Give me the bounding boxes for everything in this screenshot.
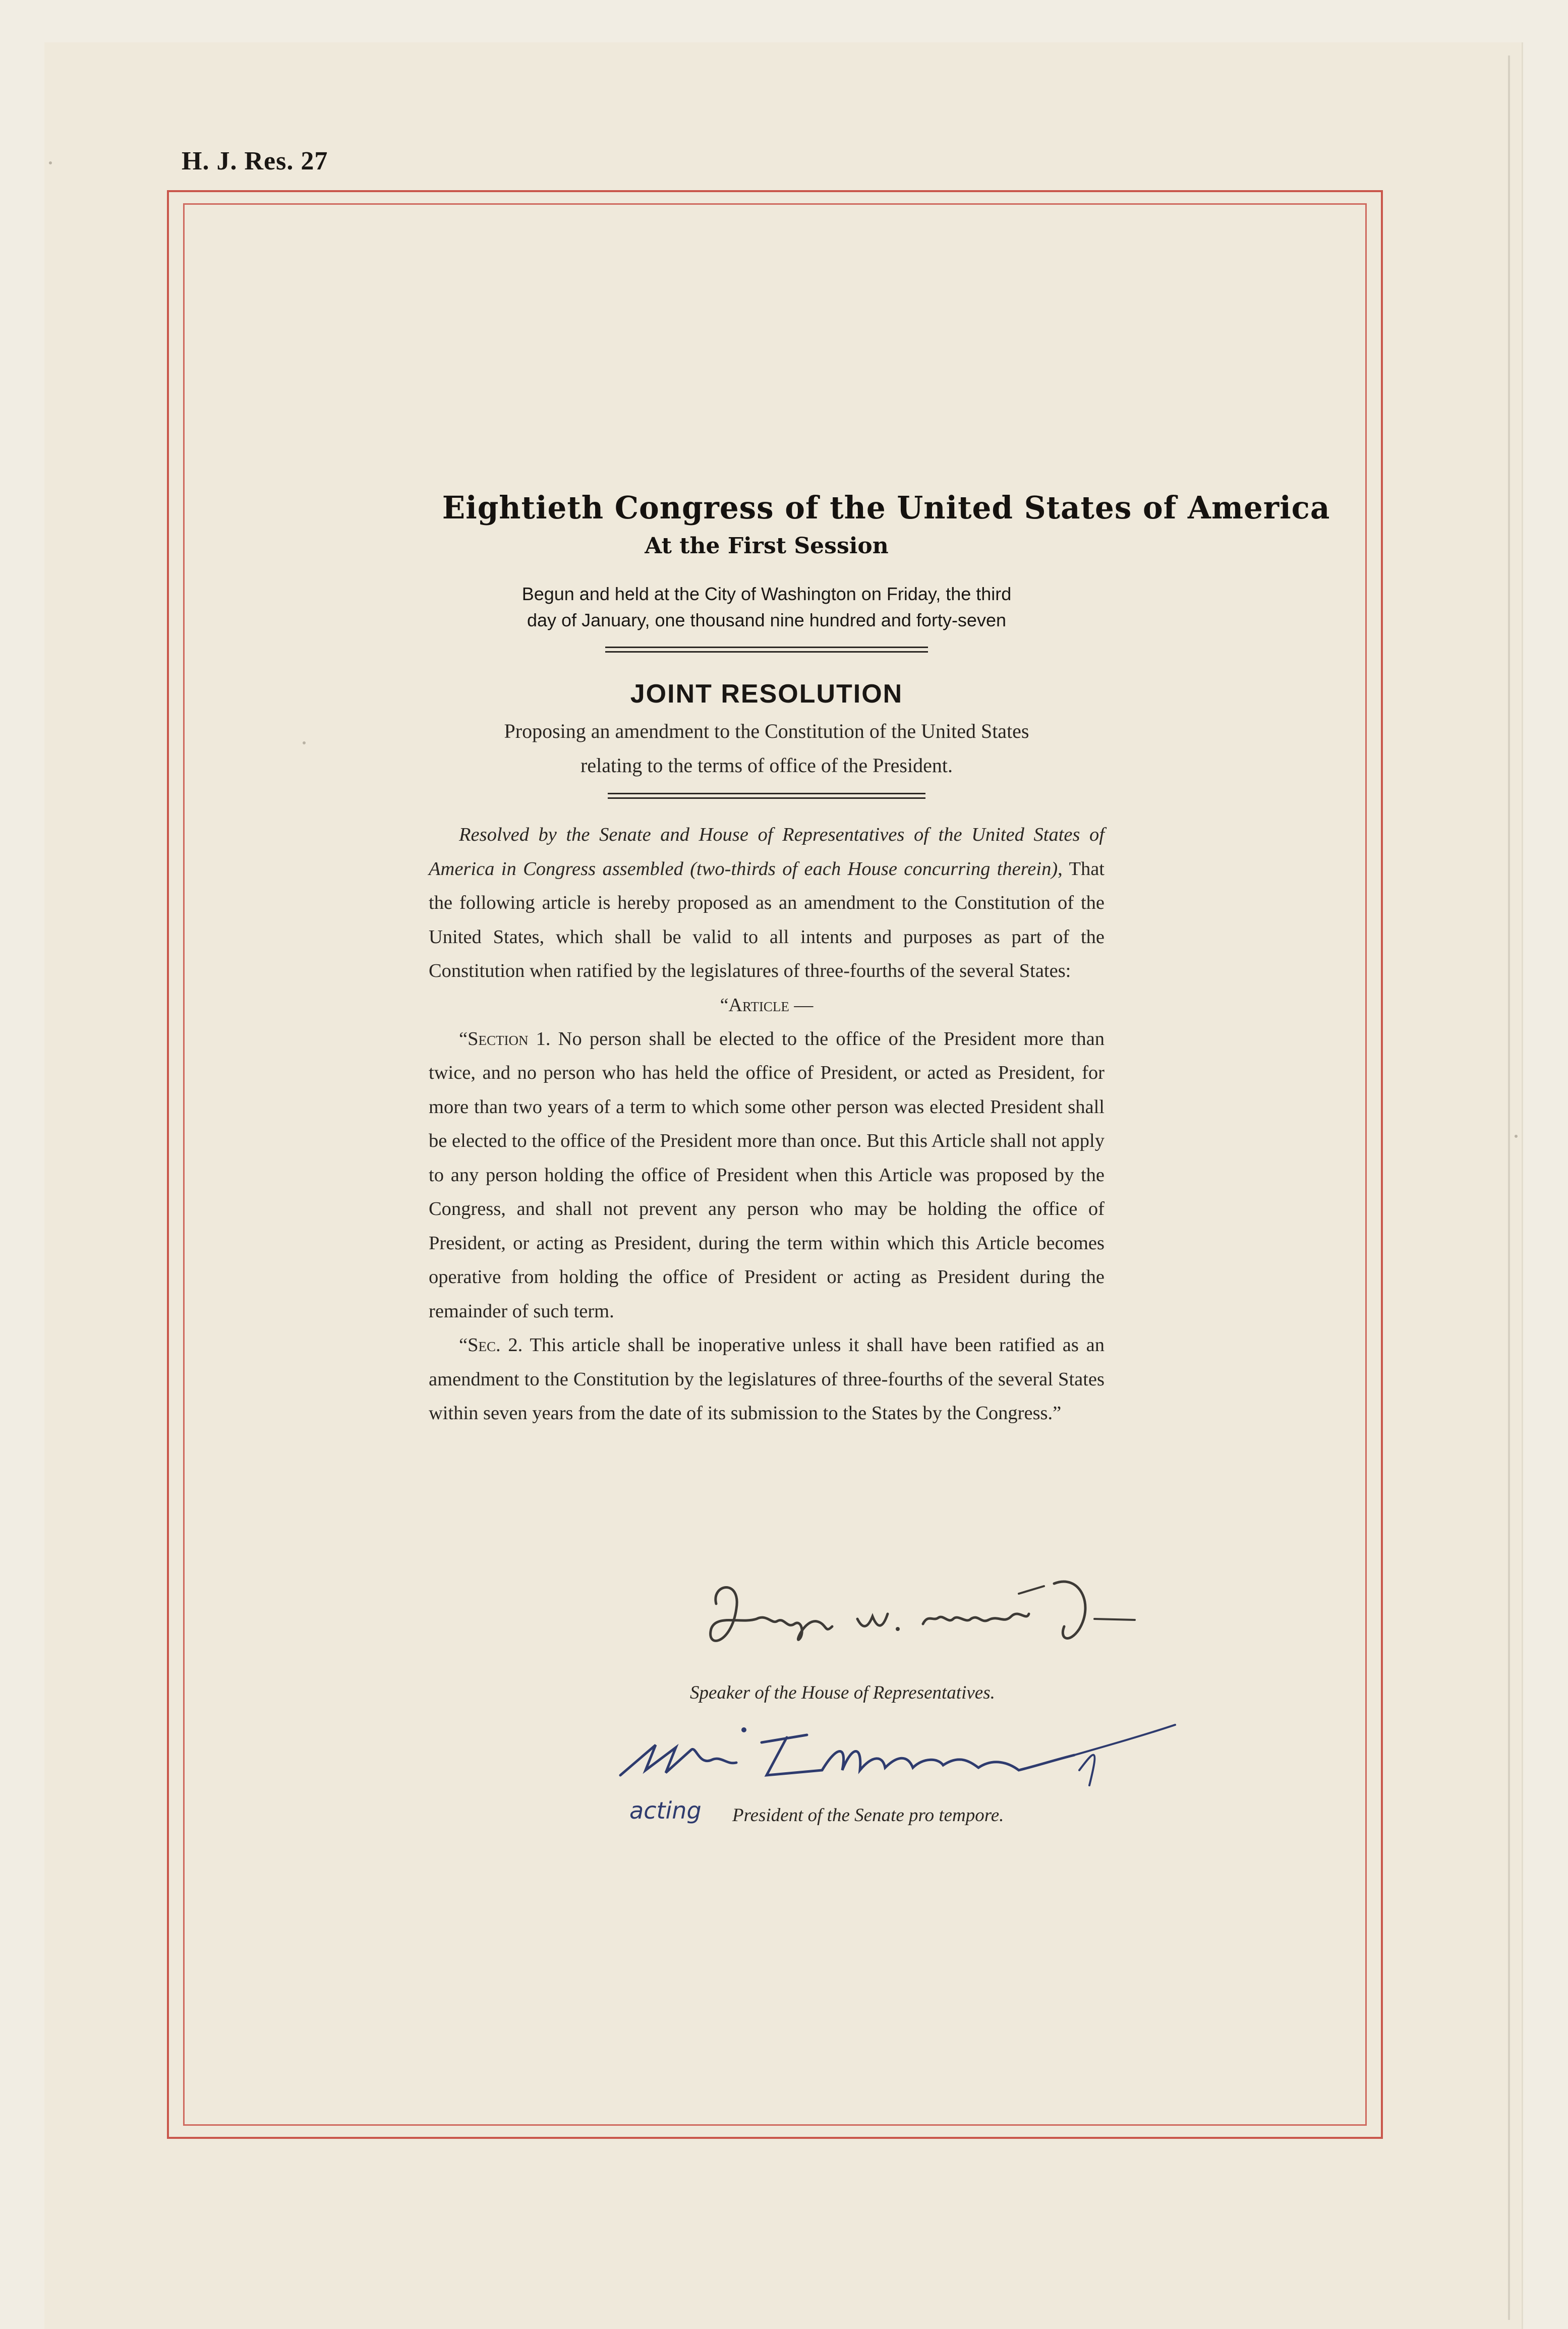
session-dates-line-1: Begun and held at the City of Washington on Friday, the third — [521, 584, 1012, 604]
resolving-clause-italic: Resolved by the Senate and House of Representatives of the United States of America in Congress assembled (two-thirds of each House concurring therein) — [429, 824, 1105, 880]
resolution-purpose — [429, 714, 1105, 783]
senate-signature — [610, 1715, 1190, 1806]
joint-resolution-heading: JOINT RESOLUTION — [630, 679, 903, 709]
resolution-content — [429, 489, 1330, 1431]
session-dates-line-2: day of January, one thousand nine hundred and forty-seven — [527, 610, 1006, 630]
resolving-clause-text: , That the following article is hereby proposed as an amendment to the Constitution of the United States, which shall be valid to all intents and purposes as part of the Constitution when ratified by the legislatures of three-fourths of the several States: — [429, 858, 1105, 981]
senate-title: President of the Senate pro tempore. — [732, 1805, 1004, 1826]
section-2-text: This article shall be inoperative unless it shall have been ratified as an amendment to the Constitution by the legislatures of three-fourths of the several States within seven years from the date of its submission to the States by the Congress.” — [429, 1334, 1105, 1424]
resolution-number: H. J. Res. 27 — [182, 147, 328, 176]
session-title: At the First Session — [645, 533, 889, 559]
paper-speck — [1515, 1135, 1518, 1138]
page-edge — [1508, 55, 1510, 2320]
paper-speck — [49, 161, 52, 164]
article-heading: “Article — — [720, 994, 814, 1016]
acting-handwritten-note: acting — [629, 1797, 702, 1824]
purpose-line-2: relating to the terms of office of the President. — [580, 754, 953, 777]
resolving-clause — [429, 818, 1105, 988]
session-dates — [429, 581, 1105, 633]
section-1 — [429, 1022, 1105, 1329]
resolution-body — [429, 818, 1105, 1431]
double-rule — [605, 647, 928, 653]
section-1-label: “Section 1. — [459, 1028, 551, 1050]
congress-title: Eightieth Congress of the United States of America — [442, 489, 1330, 526]
purpose-line-1: Proposing an amendment to the Constitution of the United States — [504, 720, 1029, 742]
speaker-title: Speaker of the House of Representatives. — [690, 1682, 995, 1703]
section-2 — [429, 1328, 1105, 1431]
speaker-signature — [696, 1574, 1150, 1674]
section-2-label: “Sec. 2. — [459, 1334, 523, 1356]
double-rule — [608, 793, 925, 799]
section-1-text: No person shall be elected to the office of the President more than twice, and no person who has held the office of President, or acted as President, for more than two years of a term to which some other person was elected President shall be elected to the office of the President more than once. But this Article shall not apply to any person holding the office of President when this Article was proposed by the Congress, and shall not prevent any person who may be holding the office of President, or acting as President, during the term within which this Article becomes operative from holding the office of President or acting as President during the remainder of such term. — [429, 1028, 1105, 1322]
